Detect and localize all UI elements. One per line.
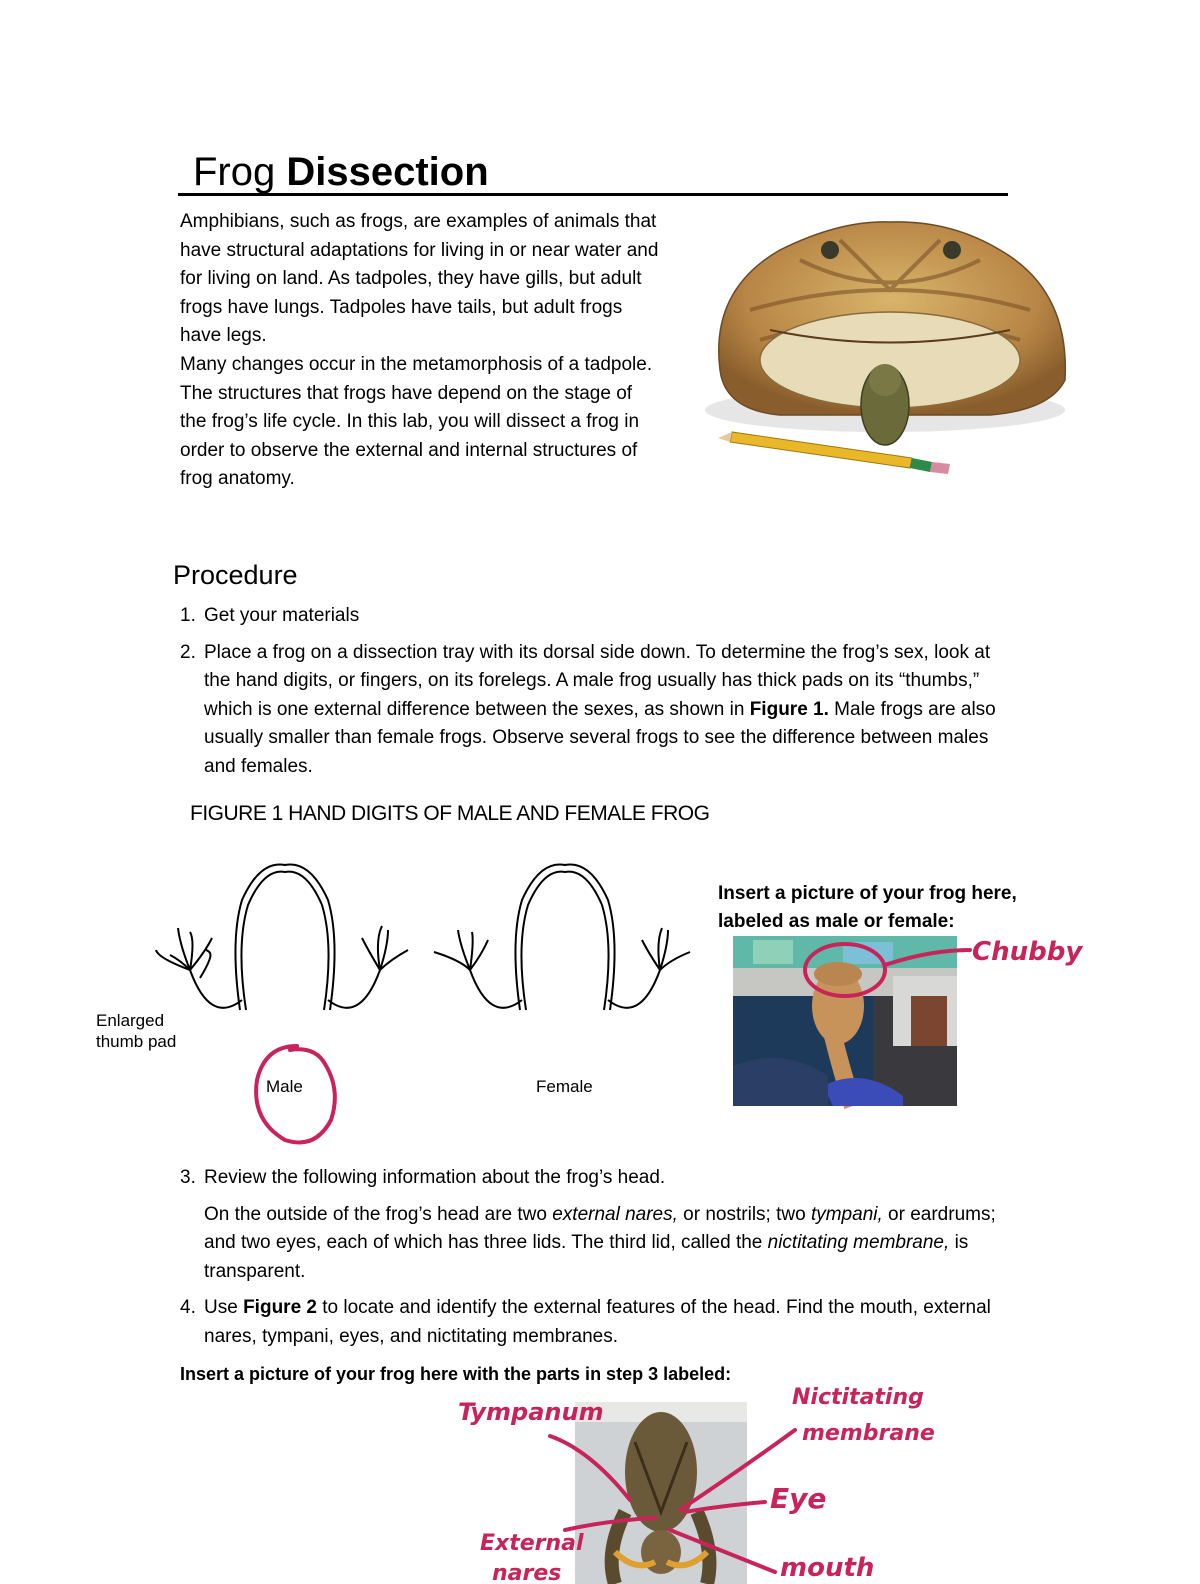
procedure-steps-bottom — [180, 1164, 1000, 1360]
chubby-label: Chubby — [972, 937, 1083, 967]
title-bold: Dissection — [286, 150, 489, 194]
frog-illustration — [690, 210, 1080, 490]
head-text: or eardrums; and two eyes, each of which has three lids. The third lid, called the — [204, 1203, 996, 1254]
figure-1-caption: FIGURE 1 HAND DIGITS OF MALE AND FEMALE FROG — [190, 802, 710, 825]
figure-ref: Figure 2 — [243, 1297, 317, 1319]
step-4 — [180, 1294, 1000, 1351]
external-nares-label-2: nares — [492, 1561, 562, 1584]
mouth-label: mouth — [780, 1553, 875, 1583]
head-info — [180, 1201, 1000, 1287]
step-number: 2. — [180, 641, 196, 663]
insert-picture-label-2: Insert a picture of your frog here with the parts in step 3 labeled: — [180, 1364, 732, 1384]
tympanum-label: Tympanum — [458, 1398, 604, 1426]
term: nictitating membrane, — [767, 1232, 950, 1254]
insert-label-line-1: Insert a picture of your frog here, — [718, 883, 1017, 904]
enlarged-thumb-pad-label — [96, 1010, 176, 1052]
frog-eye-left — [821, 241, 839, 259]
intro-text — [180, 208, 660, 494]
head-text: is transparent. — [204, 1232, 969, 1282]
annotation-chubby — [700, 920, 1083, 1010]
step-number: 4. — [180, 1297, 196, 1319]
page-title — [193, 146, 489, 198]
term: tympani, — [810, 1203, 883, 1225]
female-label: Female — [536, 1077, 593, 1096]
step-1 — [180, 602, 1000, 631]
step-text-cont: Male frogs are also usually smaller than female frogs. Observe several frogs to see the difference between males and females. — [204, 698, 996, 777]
annotation-head-parts — [440, 1380, 935, 1584]
female-hands-drawing — [428, 860, 698, 1040]
step-2 — [180, 639, 1000, 782]
external-nares-label-1: External — [480, 1531, 584, 1556]
step-number: 1. — [180, 605, 196, 626]
male-circle-annotation — [245, 1040, 345, 1150]
term: external nares, — [552, 1203, 678, 1225]
nictitating-label-1: Nictitating — [792, 1385, 924, 1410]
male-label: Male — [266, 1077, 303, 1096]
intro-paragraph-1: Amphibians, such as frogs, are examples of animals that have structural adaptations for living in or near water and for living on land. As tadpoles, they have gills, but adult frogs have lungs. Tadpoles have tails, but adult frogs have legs. — [180, 211, 659, 347]
male-hands-drawing — [150, 860, 420, 1040]
nictitating-label-2: membrane — [802, 1421, 935, 1446]
eye-label: Eye — [770, 1482, 827, 1515]
procedure-heading: Procedure — [173, 560, 298, 590]
title-underline — [178, 193, 1008, 196]
step-text: Review the following information about the frog’s head. — [204, 1167, 666, 1188]
step-text: Place a frog on a dissection tray with its dorsal side down. To determine the frog’s sex, look at the hand digits, or fingers, on its forelegs. A male frog usually has thick pads on its “thumbs,” which is one external difference between the sexes, as shown in — [204, 641, 991, 720]
head-text: On the outside of the frog’s head are two — [204, 1203, 553, 1225]
step-number: 3. — [180, 1167, 196, 1188]
step-text: Get your materials — [204, 605, 360, 626]
head-text: or nostrils; two — [677, 1203, 811, 1225]
frog-eye-right — [943, 241, 961, 259]
step-text: Use — [204, 1297, 244, 1319]
intro-paragraph-2: Many changes occur in the metamorphosis of a tadpole. The structures that frogs have depend on the stage of the frog’s life cycle. In this lab, you will dissect a frog in order to observe the external and internal structures of frog anatomy. — [180, 353, 653, 490]
figure-ref: Figure 1. — [749, 698, 829, 720]
step-text-cont: to locate and identify the external features of the head. Find the mouth, external nares, tympani, eyes, and nictitating membranes. — [204, 1297, 991, 1347]
enlarged-label-line-2: thumb pad — [96, 1032, 177, 1051]
step-3 — [180, 1164, 1000, 1193]
procedure-steps-top — [180, 602, 1000, 790]
pencil — [718, 432, 950, 474]
title-light: Frog — [193, 150, 276, 194]
enlarged-label-line-1: Enlarged — [96, 1011, 165, 1030]
insert-label-line-2: labeled as male or female: — [718, 911, 955, 932]
